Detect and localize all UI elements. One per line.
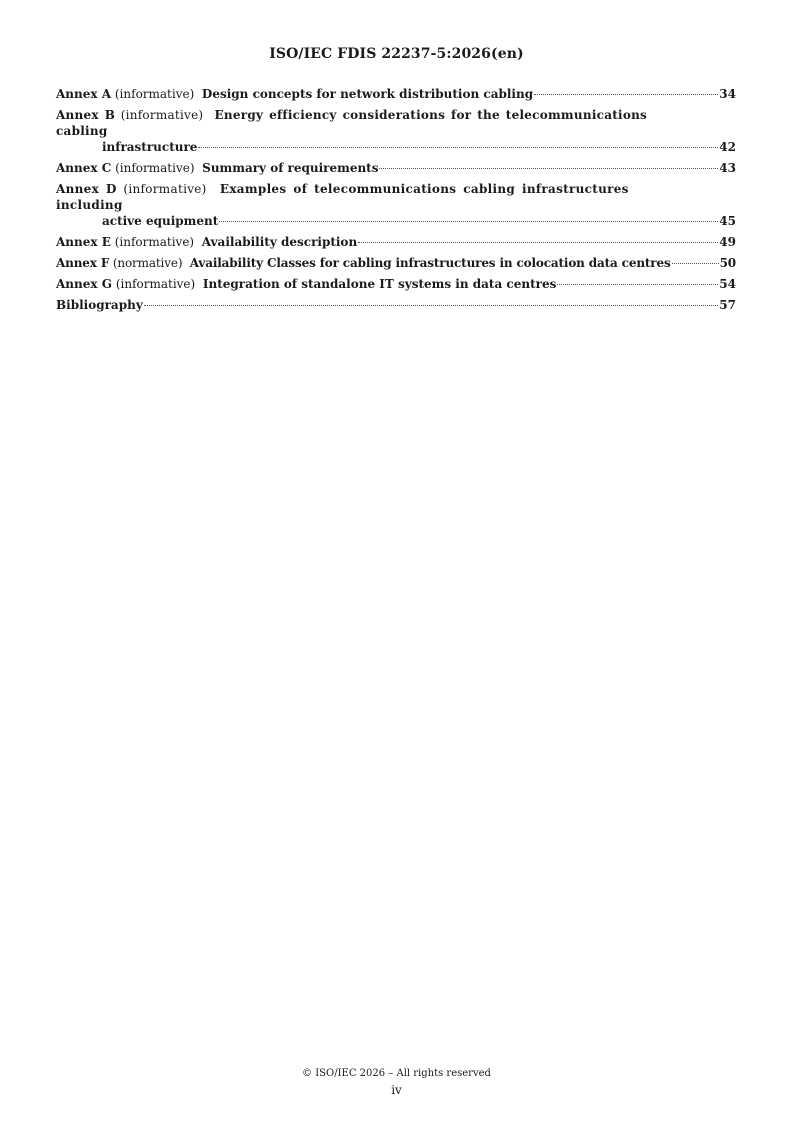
toc-kind: (informative) <box>114 235 195 249</box>
toc-kind: (informative) <box>120 108 204 122</box>
page-number: iv <box>391 1083 402 1097</box>
toc-title: Integration of standalone IT systems in data centres <box>202 277 557 291</box>
toc-entry-annex-b[interactable] <box>56 107 736 155</box>
toc-page-number: 50 <box>719 256 736 270</box>
toc-title-line1: Examples of telecommunications cabling infrastructures including <box>56 182 629 212</box>
document-header: ISO/IEC FDIS 22237-5:2026(en) <box>269 46 524 62</box>
toc-title: Summary of requirements <box>202 161 379 175</box>
toc-title-line2: infrastructure <box>102 140 198 154</box>
toc-title: Design concepts for network distribution cabling <box>201 87 534 101</box>
toc-entry-annex-g[interactable] <box>56 276 736 292</box>
toc-label: Annex B <box>56 108 116 122</box>
toc-page-number: 54 <box>719 277 736 291</box>
toc-entry-annex-d[interactable] <box>56 181 736 229</box>
copyright-notice: © ISO/IEC 2026 – All rights reserved <box>302 1068 491 1079</box>
dot-leader <box>219 221 718 222</box>
toc-kind: (normative) <box>112 256 183 270</box>
toc-title-line1: Energy efficiency considerations for the telecommunications cabling <box>56 108 648 138</box>
toc-kind: (informative) <box>114 87 195 101</box>
toc-entry-bibliography[interactable] <box>56 297 736 313</box>
page-footer <box>0 1067 793 1097</box>
dot-leader <box>672 263 719 264</box>
toc-kind: (informative) <box>115 277 196 291</box>
dot-leader <box>379 168 718 169</box>
toc-label: Annex A <box>56 87 112 101</box>
toc-page-number: 49 <box>719 235 736 249</box>
toc-label: Bibliography <box>56 298 143 312</box>
toc-title: Availability description <box>201 235 358 249</box>
toc-entry-annex-a[interactable] <box>56 86 736 102</box>
toc-kind: (informative) <box>123 182 207 196</box>
toc-entry-annex-c[interactable] <box>56 160 736 176</box>
table-of-contents <box>56 86 736 318</box>
toc-label: Annex E <box>56 235 111 249</box>
toc-title-line2: active equipment <box>102 214 219 228</box>
dot-leader <box>198 147 718 148</box>
toc-page-number: 42 <box>719 140 736 154</box>
toc-page-number: 57 <box>719 298 736 312</box>
toc-page-number: 43 <box>719 161 736 175</box>
toc-label: Annex C <box>56 161 112 175</box>
toc-page-number: 34 <box>719 87 736 101</box>
toc-kind: (informative) <box>115 161 195 175</box>
toc-label: Annex F <box>56 256 110 270</box>
toc-page-number: 45 <box>719 214 736 228</box>
toc-label: Annex D <box>56 182 117 196</box>
toc-label: Annex G <box>56 277 112 291</box>
dot-leader <box>144 305 719 306</box>
dot-leader <box>557 284 718 285</box>
dot-leader <box>534 94 718 95</box>
dot-leader <box>358 242 718 243</box>
toc-entry-annex-e[interactable] <box>56 234 736 250</box>
toc-entry-annex-f[interactable] <box>56 255 736 271</box>
toc-title: Availability Classes for cabling infrastructures in colocation data centres <box>189 256 671 270</box>
